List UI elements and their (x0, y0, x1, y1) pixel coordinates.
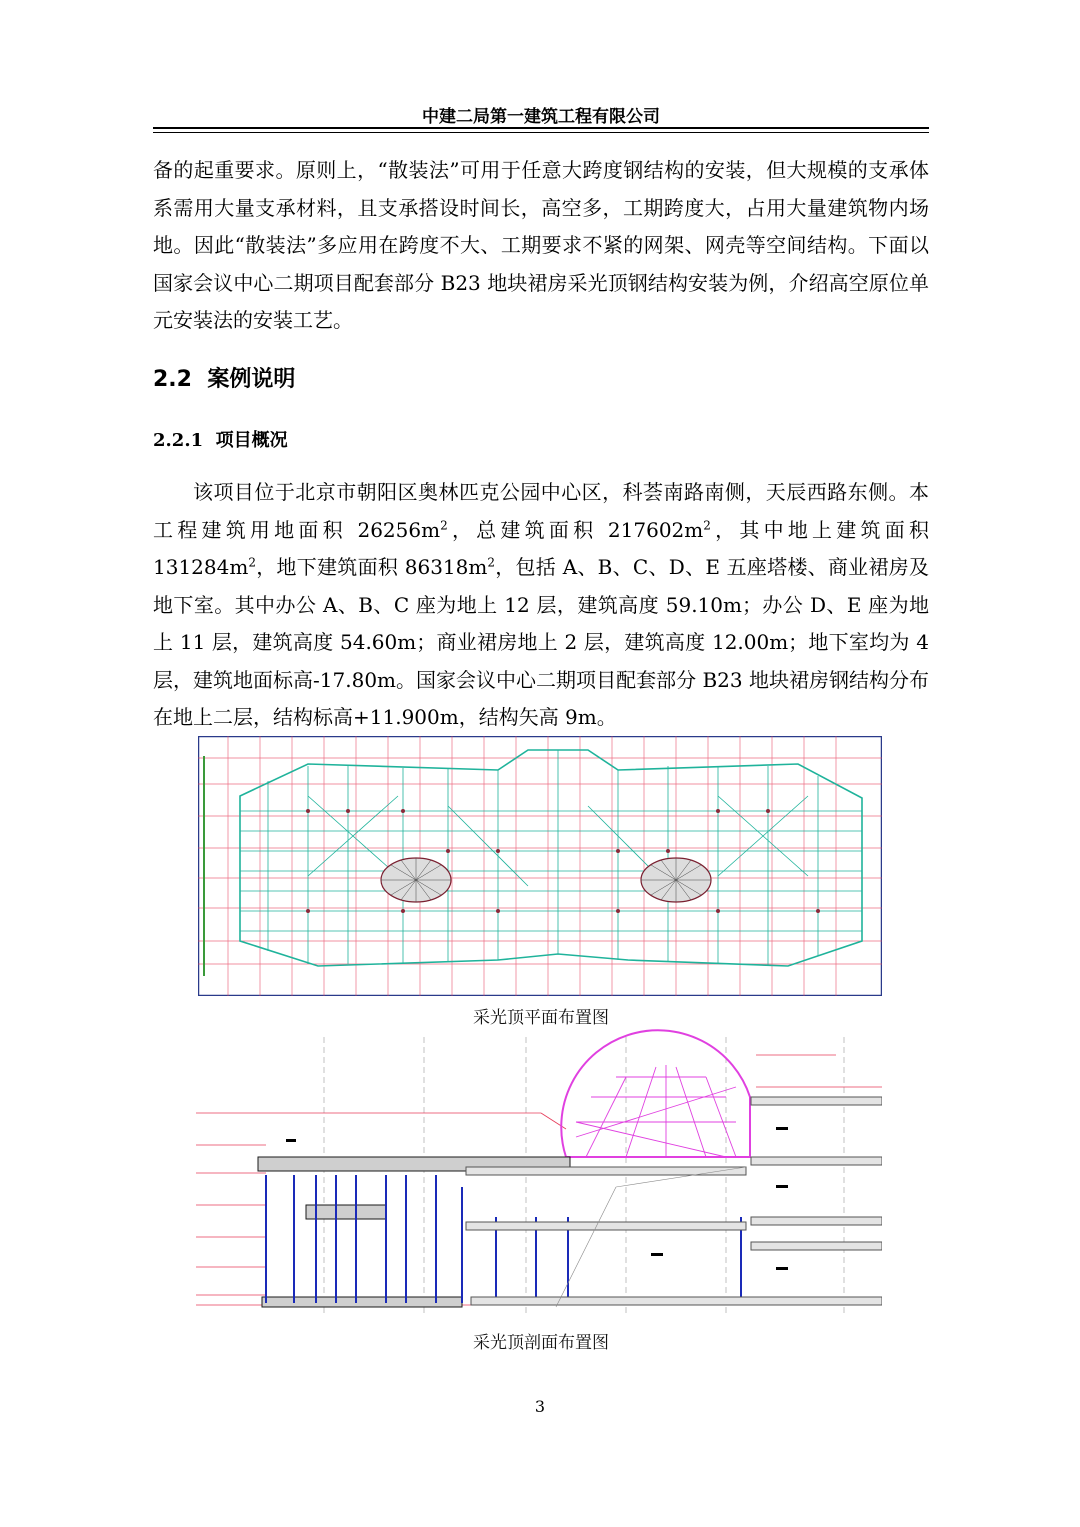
overview-paragraph: 该项目位于北京市朝阳区奥林匹克公园中心区，科荟南路南侧，天辰西路东侧。本工程建筑用地面积 $26256m^2$，总建筑面积 $217602m^2$，其中地上建筑面积 $131284m^2$，地下建筑面积 $86318m^2$，包括 A、B、C、D、E 五座塔楼、商业裙房及地下室。其中办公 A、B、C 座为地上 12 层，建筑高度 59.10m；办公 D、E 座为地上 11 层，建筑高度 54.60m；商业裙房地上 2 层，建筑高度 12.00m；地下室均为 4 层，建筑地面标高-17.80m。国家会议中心二期项目配套部分 B23 地块裙房钢结构分布在地上二层，结构标高+11.900m，结构矢高 9m。 (153, 480, 929, 729)
header-rule-thin (153, 132, 929, 133)
section-number: 2.2 (153, 367, 192, 392)
page-number: 3 (534, 1397, 546, 1416)
section-figure-caption: 采光顶剖面布置图 (473, 1333, 609, 1353)
header-rule-thick (153, 127, 929, 129)
subsection-number: 2.2.1 (153, 430, 204, 451)
skylight-section-drawing (196, 1027, 882, 1313)
section-heading (153, 362, 295, 393)
subsection-heading (153, 426, 288, 452)
subsection-title: 项目概况 (215, 430, 288, 451)
dome-left (381, 858, 451, 902)
plan-figure-caption: 采光顶平面布置图 (473, 1008, 609, 1028)
skylight-plan-drawing (198, 736, 882, 996)
dome-section (561, 1030, 750, 1157)
section-title: 案例说明 (207, 367, 296, 392)
page-header: 中建二局第一建筑工程有限公司 (422, 107, 660, 127)
dome-right (641, 858, 711, 902)
intro-paragraph: 备的起重要求。原则上，“散装法”可用于任意大跨度钢结构的安装，但大规模的支承体系需用大量支承材料，且支承搭设时间长，高空多，工期跨度大，占用大量建筑物内场地。因此“散装法”多应用在跨度不大、工期要求不紧的网架、网壳等空间结构。下面以国家会议中心二期项目配套部分 B23 地块裙房采光顶钢结构安装为例，介绍高空原位单元安装法的安装工艺。 (153, 158, 929, 332)
